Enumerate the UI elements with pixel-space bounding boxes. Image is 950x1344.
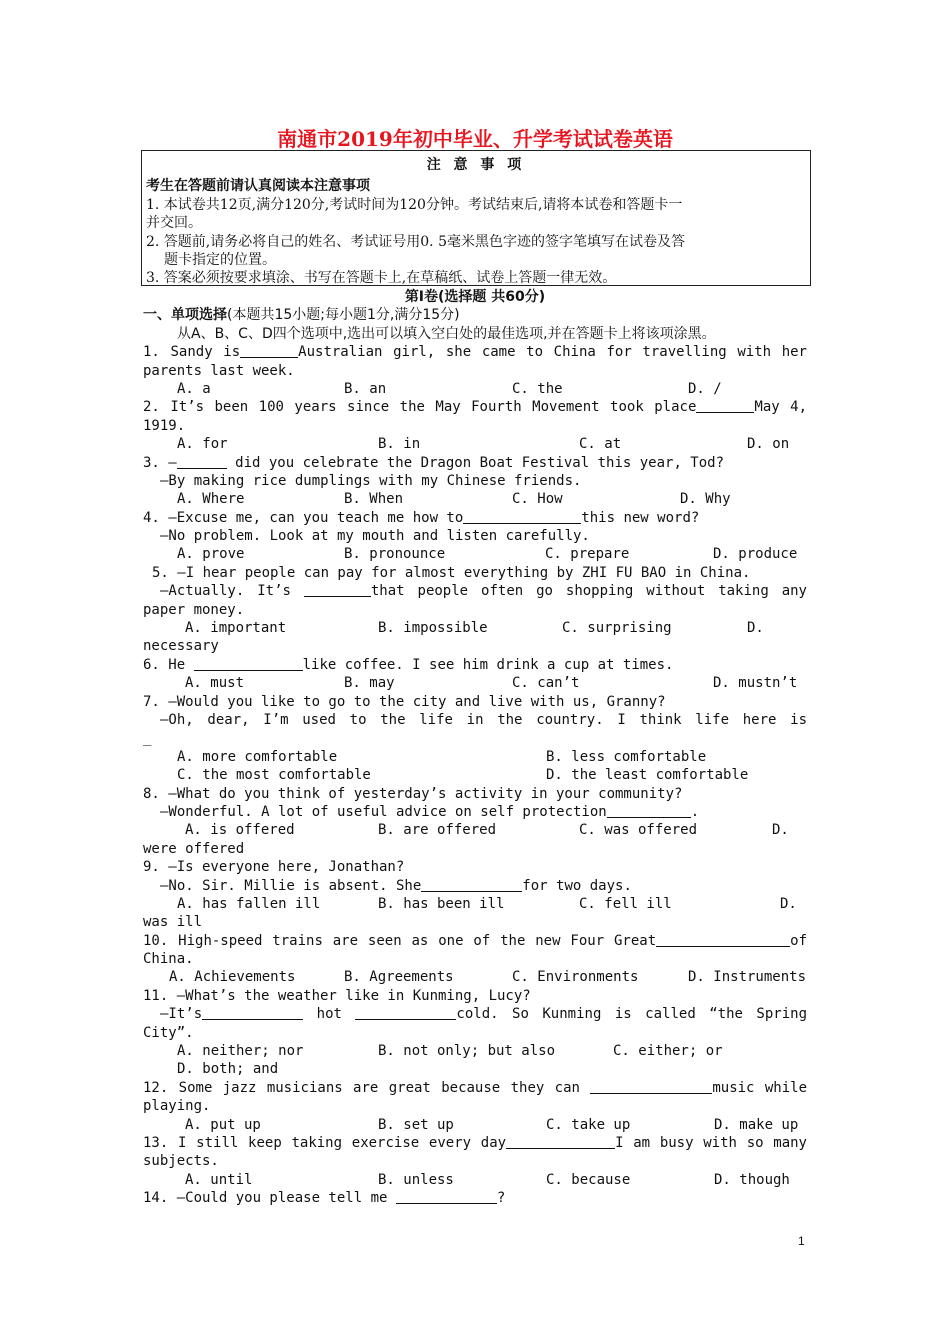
q1-continued: parents last week. (143, 362, 295, 379)
answer-blank (240, 343, 298, 358)
option: B. less comfortable (546, 748, 707, 765)
option: C. at (579, 436, 622, 453)
option: A. more comfortable (177, 748, 338, 765)
q1-options (143, 380, 807, 398)
option: D. produce (713, 546, 798, 563)
notice-heading: 注 意 事 项 (426, 157, 526, 173)
q1-text: 1. Sandy is (143, 344, 241, 361)
q3-text: 3. — (143, 454, 177, 471)
part-note: (本题共15小题;每小题1分,满分15分) (227, 307, 460, 324)
q9-text: —No. Sir. Millie is absent. She (160, 877, 422, 894)
option: C. either; or (613, 1043, 723, 1060)
answer-blank (177, 454, 227, 469)
option: B. in (378, 436, 421, 453)
option: C. the (512, 380, 563, 397)
notice-item-3: 3. 答案必须按要求填涂、书写在答题卡上,在草稿纸、试卷上答题一律无效。 (146, 270, 617, 287)
notice-item-2b: 题卡指定的位置。 (164, 252, 276, 269)
answer-blank (202, 1005, 303, 1020)
notice-item-1b: 并交回。 (146, 215, 202, 232)
q7-options-row1 (143, 748, 807, 766)
option: D. the least comfortable (546, 767, 749, 784)
question-9: 9. —Is everyone here, Jonathan? (143, 859, 405, 876)
option: C. was offered (579, 822, 698, 839)
option: C. because (546, 1171, 631, 1188)
q5-response (143, 582, 807, 600)
question-10 (143, 932, 807, 950)
option: D. (780, 895, 797, 912)
answer-blank (696, 398, 754, 413)
q3-text-rest: did you celebrate the Dragon Boat Festival this year, Tod? (226, 454, 725, 471)
option: A. must (185, 675, 245, 692)
option: D. (772, 822, 789, 839)
notice-subheading: 考生在答题前请认真阅读本注意事项 (146, 178, 370, 195)
option: B. an (344, 380, 387, 397)
option: B. impossible (378, 620, 488, 637)
option: D. / (688, 380, 722, 397)
option: C. Environments (512, 969, 639, 986)
question-8: 8. —What do you think of yesterday’s activity in your community? (143, 785, 683, 802)
answer-blank (656, 932, 790, 947)
q11-response (143, 1005, 807, 1023)
answer-blank (396, 1189, 497, 1204)
q1-text-rest: Australian girl, she came to China for travelling with her (298, 344, 807, 361)
part-instruction: 从A、B、C、D四个选项中,选出可以填入空白处的最佳选项,并在答题卡上将该项涂黑。 (177, 325, 716, 342)
q4-text-rest: this new word? (581, 509, 700, 526)
option: B. not only; but also (378, 1043, 556, 1060)
answer-blank (463, 509, 581, 524)
question-3 (143, 454, 807, 472)
q2-text: 2. It’s been 100 years since the May Fourth Movement took place (143, 399, 697, 416)
option: C. surprising (562, 620, 672, 637)
q8-text: —Wonderful. A lot of useful advice on self protection (160, 803, 607, 820)
option: D. Why (680, 491, 731, 508)
volume-heading: 第Ⅰ卷(选择题 共60分) (404, 289, 546, 305)
option: A. until (185, 1171, 253, 1188)
q4-text: 4. —Excuse me, can you teach me how to (143, 509, 464, 526)
q8-text-rest: . (690, 803, 700, 820)
q2-continued: 1919. (143, 417, 186, 434)
option: A. prove (177, 546, 245, 563)
notice-box (141, 150, 811, 286)
q13-continued: subjects. (143, 1153, 219, 1170)
q7-response: —Oh, dear, I’m used to the life in the country. I think life here is (160, 711, 807, 728)
q12-text: 12. Some jazz musicians are great because they can (143, 1079, 580, 1096)
question-6 (143, 656, 807, 674)
q4-response: —No problem. Look at my mouth and listen carefully. (160, 528, 590, 545)
q8-response (143, 803, 807, 821)
answer-blank (506, 1134, 615, 1149)
q13-text-rest: I am busy with so many (615, 1134, 807, 1151)
question-13 (143, 1134, 807, 1152)
q4-options (143, 545, 807, 563)
option: D. though (714, 1171, 790, 1188)
answer-blank (421, 877, 522, 892)
option: A. is offered (185, 822, 295, 839)
q11-option-tail: D. both; and (177, 1061, 279, 1078)
option: B. may (344, 675, 395, 692)
option: A. neither; nor (177, 1043, 304, 1060)
q14-text-rest: ? (496, 1190, 506, 1207)
option: B. unless (378, 1171, 454, 1188)
question-5: 5. —I hear people can pay for almost everything by ZHI FU BAO in China. (152, 564, 751, 581)
answer-blank (355, 1005, 456, 1020)
question-12 (143, 1079, 807, 1097)
option: B. When (344, 491, 404, 508)
option: B. are offered (378, 822, 497, 839)
q12-text-rest: music while (712, 1079, 808, 1096)
q12-continued: playing. (143, 1098, 211, 1115)
q9-text-rest: for two days. (522, 877, 632, 894)
q11-text: —It’s (160, 1006, 203, 1023)
question-11: 11. —What’s the weather like in Kunming, Lucy? (143, 987, 531, 1004)
exam-title: 南通市2019年初中毕业、升学考试试卷英语 (277, 127, 673, 151)
q5-text: —Actually. It’s (160, 583, 291, 600)
option: D. (747, 620, 764, 637)
q10-options (143, 968, 807, 986)
option: D. Instruments (688, 969, 807, 986)
q9-option-tail: was ill (143, 914, 203, 931)
q9-response (143, 877, 807, 895)
page-number: 1 (798, 1234, 805, 1248)
q13-options (143, 1171, 807, 1189)
question-2 (143, 398, 807, 416)
answer-blank (607, 803, 691, 818)
q11-text-rest: cold. So Kunming is called “the Spring (456, 1006, 807, 1023)
option: B. set up (378, 1116, 454, 1133)
q6-text: 6. He (143, 656, 186, 673)
question-4 (143, 509, 807, 527)
q5-continued: paper money. (143, 601, 245, 618)
q5-option-tail: necessary (143, 638, 219, 655)
part-heading (143, 306, 807, 324)
question-14 (143, 1189, 807, 1207)
answer-blank (194, 656, 303, 671)
q11-text-mid: hot (316, 1006, 342, 1023)
q6-text-rest: like coffee. I see him drink a cup at times. (302, 656, 674, 673)
option: B. has been ill (378, 895, 505, 912)
q3-options (143, 490, 807, 508)
answer-blank (590, 1079, 712, 1094)
notice-item-2a: 2. 答题前,请务必将自己的姓名、考试证号用0. 5毫米黑色字迹的签字笔填写在试卷及答 (146, 233, 685, 250)
q7-options-row2 (143, 766, 807, 784)
q10-continued: China. (143, 951, 194, 968)
question-7: 7. —Would you like to go to the city and live with us, Granny? (143, 693, 666, 710)
q14-text: 14. —Could you please tell me (143, 1190, 388, 1207)
option: A. put up (185, 1116, 261, 1133)
option: B. pronounce (344, 546, 446, 563)
option: B. Agreements (344, 969, 454, 986)
q13-text: 13. I still keep taking exercise every day (143, 1134, 507, 1151)
option: A. for (177, 436, 228, 453)
option: A. important (185, 620, 287, 637)
q5-options (143, 619, 807, 637)
option: A. a (177, 380, 211, 397)
q12-options (143, 1116, 807, 1134)
q7-blank: _ (143, 730, 152, 747)
q8-options (143, 821, 807, 839)
option: A. Achievements (169, 969, 296, 986)
q9-options (143, 895, 807, 913)
notice-item-1a: 1. 本试卷共12页,满分120分,考试时间为120分钟。考试结束后,请将本试卷和答题卡一 (146, 196, 683, 213)
q2-options (143, 435, 807, 453)
q10-text-rest: of (790, 932, 807, 949)
q11-continued: City”. (143, 1024, 194, 1041)
q5-text-rest: that people often go shopping without taking any (370, 583, 807, 600)
part-title: 一、单项选择 (143, 307, 227, 324)
q6-options (143, 674, 807, 692)
answer-blank (304, 582, 371, 597)
option: C. prepare (545, 546, 630, 563)
q10-text: 10. High-speed trains are seen as one of the new Four Great (143, 932, 657, 949)
questions (143, 288, 807, 1208)
option: C. How (512, 491, 563, 508)
option: C. take up (546, 1116, 631, 1133)
option: C. can’t (512, 675, 580, 692)
q3-response: —By making rice dumplings with my Chinese friends. (160, 472, 582, 489)
option: C. fell ill (579, 895, 672, 912)
q8-option-tail: were offered (143, 840, 245, 857)
option: D. make up (714, 1116, 799, 1133)
option: A. has fallen ill (177, 895, 321, 912)
option: D. mustn’t (713, 675, 798, 692)
q11-options (143, 1042, 807, 1060)
option: A. Where (177, 491, 245, 508)
q2-text-rest: May 4, (754, 399, 807, 416)
option: D. on (747, 436, 790, 453)
question-1 (143, 343, 807, 361)
option: C. the most comfortable (177, 767, 371, 784)
